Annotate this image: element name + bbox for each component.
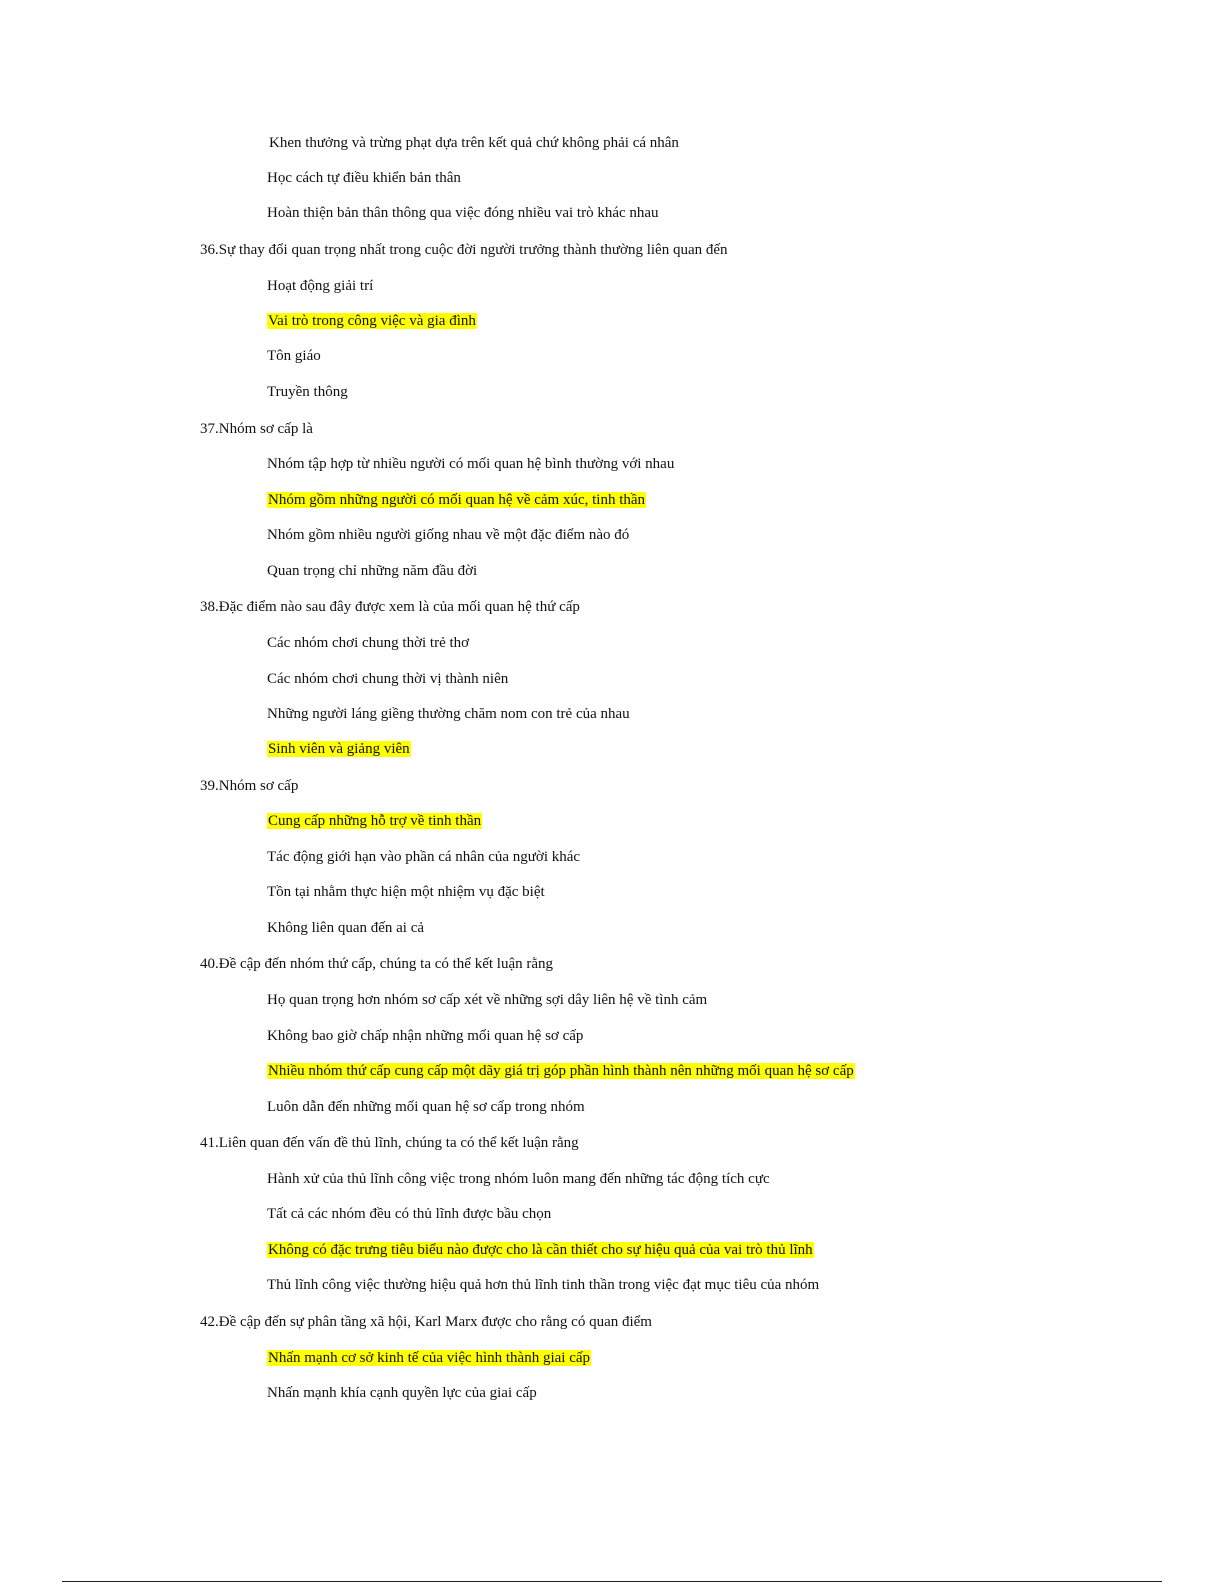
question-text [200,419,313,439]
answer-option [269,133,679,153]
question-text [200,240,728,260]
answer-option-highlighted [267,811,482,831]
answer-option [267,346,321,366]
option-label: Sinh viên và giảng viên [268,741,410,757]
answer-option [267,525,629,545]
option-label: Không liên quan đến ai cả [267,920,425,936]
option-label: Họ quan trọng hơn nhóm sơ cấp xét về những sợi dây liên hệ về tình cảm [267,992,708,1008]
answer-option [267,168,461,188]
option-label: Tôn giáo [267,348,321,364]
answer-option [267,847,580,867]
answer-option [267,882,545,902]
answer-option-highlighted [267,1061,855,1081]
option-label: Những người láng giềng thường chăm nom con trẻ của nhau [267,706,630,722]
answer-option [267,704,630,724]
option-label: Vai trò trong công việc và gia đình [268,313,476,329]
option-label: Hoạt động giải trí [267,278,374,294]
option-label: Quan trọng chỉ những năm đầu đời [267,563,478,579]
option-label: Luôn dẫn đến những mối quan hệ sơ cấp trong nhóm [267,1099,585,1115]
option-label: Học cách tự điều khiển bản thân [267,170,461,186]
option-label: Nhóm gồm những người có mối quan hệ về cảm xúc, tinh thần [268,492,646,508]
option-label: Các nhóm chơi chung thời vị thành niên [267,671,509,687]
answer-option-highlighted [267,1240,814,1260]
option-label: Các nhóm chơi chung thời trẻ thơ [267,635,470,651]
answer-option-highlighted [267,311,477,331]
answer-option [267,382,348,402]
option-label: Truyền thông [267,384,348,400]
option-label: Không có đặc trưng tiêu biểu nào được cho là cần thiết cho sự hiệu quả của vai trò thủ lĩnh [268,1242,813,1258]
option-label: Nhiều nhóm thứ cấp cung cấp một dãy giá trị góp phần hình thành nên những mối quan hệ sơ cấp [268,1063,854,1079]
option-label: Nhấn mạnh khía cạnh quyền lực của giai cấp [267,1385,537,1401]
answer-option [267,918,424,938]
option-label: Hành xử của thủ lĩnh công việc trong nhóm luôn mang đến những tác động tích cực [267,1171,770,1187]
answer-option [267,1204,551,1224]
question-text [200,776,298,796]
question-text [200,597,580,617]
answer-option [267,276,373,296]
question-label: 40.Đề cập đến nhóm thứ cấp, chúng ta có thể kết luận rằng [200,956,554,972]
answer-option [267,633,469,653]
answer-option [267,454,674,474]
answer-option [267,561,477,581]
question-text [200,954,553,974]
question-label: 42.Đề cập đến sự phân tầng xã hội, Karl Marx được cho rằng có quan điểm [200,1314,652,1330]
answer-option [267,669,508,689]
answer-option [267,1097,585,1117]
option-label: Không bao giờ chấp nhận những mối quan hệ sơ cấp [267,1028,584,1044]
question-label: 36.Sự thay đổi quan trọng nhất trong cuộc đời người trưởng thành thường liên quan đến [200,242,728,258]
answer-option [267,1026,583,1046]
answer-option [267,1169,770,1189]
option-label: Khen thưởng và trừng phạt dựa trên kết quả chứ không phải cá nhân [269,135,679,151]
option-label: Nhóm tập hợp từ nhiều người có mối quan hệ bình thường với nhau [267,456,675,472]
answer-option [267,203,659,223]
question-text [200,1312,652,1332]
option-label: Tác động giới hạn vào phần cá nhân của người khác [267,849,581,865]
option-label: Nhấn mạnh cơ sở kinh tế của việc hình thành giai cấp [268,1350,591,1366]
answer-option [267,1275,819,1295]
question-label: 38.Đặc điểm nào sau đây được xem là của mối quan hệ thứ cấp [200,599,580,615]
question-label: 39.Nhóm sơ cấp [200,778,299,794]
answer-option-highlighted [267,739,411,759]
question-label: 41.Liên quan đến vấn đề thủ lĩnh, chúng ta có thể kết luận rằng [200,1135,579,1151]
question-text [200,1133,579,1153]
answer-option [267,1383,537,1403]
question-label: 37.Nhóm sơ cấp là [200,421,313,437]
answer-option [267,990,707,1010]
option-label: Tồn tại nhằm thực hiện một nhiệm vụ đặc biệt [267,884,545,900]
answer-option-highlighted [267,490,646,510]
option-label: Cung cấp những hỗ trợ về tinh thần [268,813,482,829]
page-bottom-rule [62,1581,1162,1582]
option-label: Nhóm gồm nhiều người giống nhau về một đặc điểm nào đó [267,527,630,543]
option-label: Hoàn thiện bản thân thông qua việc đóng nhiều vai trò khác nhau [267,205,659,221]
option-label: Tất cả các nhóm đều có thủ lĩnh được bầu chọn [267,1206,552,1222]
answer-option-highlighted [267,1348,591,1368]
option-label: Thủ lĩnh công việc thường hiệu quả hơn thủ lĩnh tinh thần trong việc đạt mục tiêu của nhóm [267,1277,820,1293]
